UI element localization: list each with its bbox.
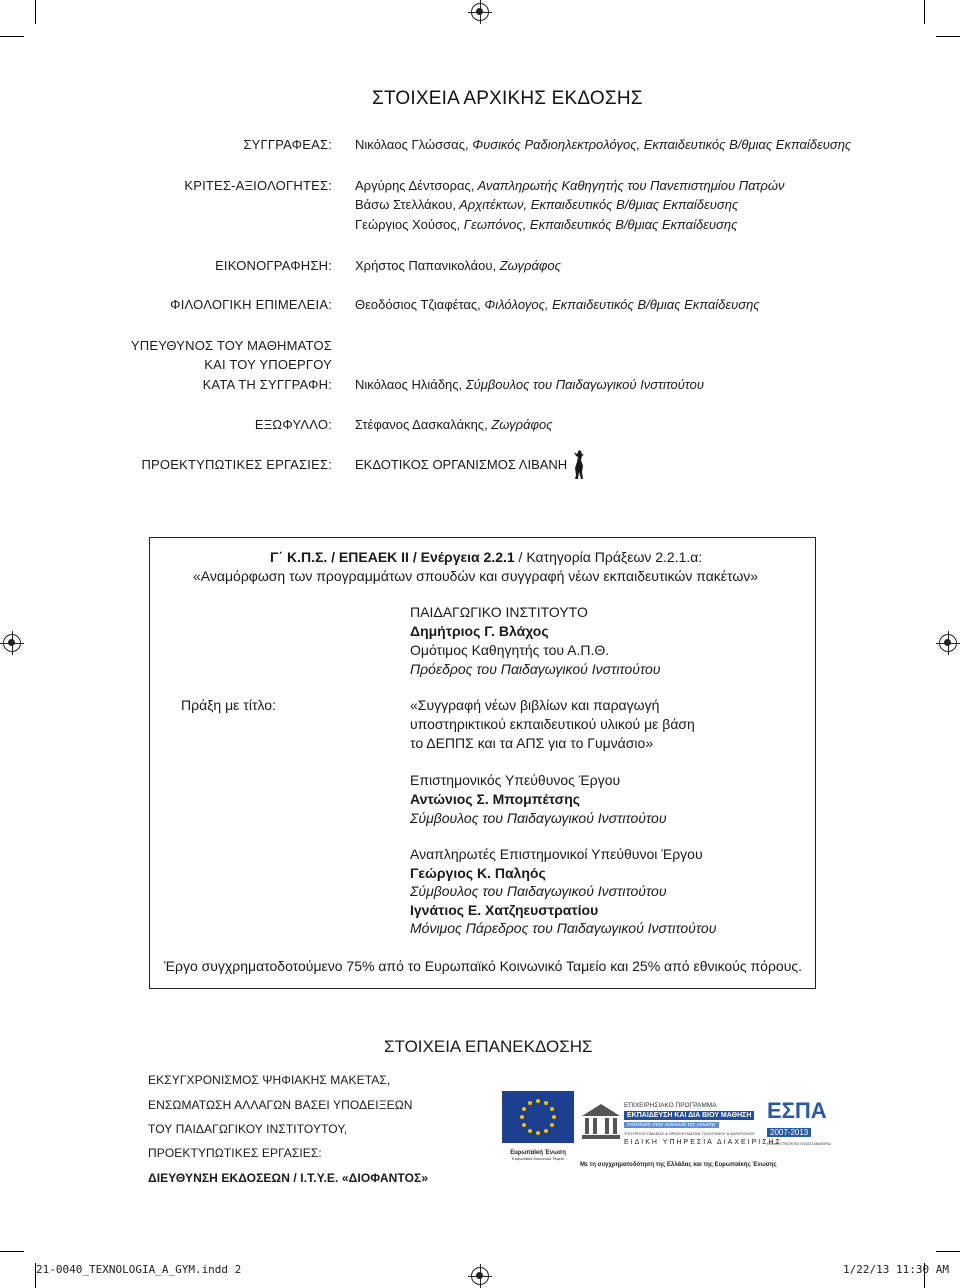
- deputy-role: Μόνιμος Πάρεδρος του Παιδαγωγικού Ινστιτούτου: [410, 920, 717, 936]
- program-title: «Αναμόρφωση των προγραμμάτων σπουδών και συγγραφή νέων εκπαιδευτικών πακέτων»: [193, 568, 759, 584]
- reissue-line: ΤΟΥ ΠΑΙΔΑΓΩΓΙΚΟΥ ΙΝΣΤΙΤΟΥΤΟΥ,: [148, 1122, 348, 1136]
- reissue-line: ΕΚΣΥΓΧΡΟΝΙΣΜΟΣ ΨΗΦΙΑΚΗΣ ΜΑΚΕΤΑΣ,: [148, 1073, 391, 1087]
- scientific-lead-label: Επιστημονικός Υπεύθυνος Έργου: [410, 772, 621, 788]
- credit-value: Χρήστος Παπανικολάου, Ζωγράφος: [355, 258, 561, 273]
- ministry-text: ΕΙΔΙΚΗ ΥΠΗΡΕΣΙΑ ΔΙΑΧΕΙΡΙΣΗΣ: [624, 1139, 782, 1146]
- credit-value: Αργύρης Δέντσορας, Αναπληρωτής Καθηγητής του Πανεπιστημίου Πατρών: [355, 178, 785, 193]
- registration-mark-icon: [471, 3, 489, 21]
- eu-flag-icon: [502, 1091, 574, 1143]
- deputy-name: Ιγνάτιος Ε. Χατζηευστρατίου: [410, 902, 599, 918]
- file-slug: 21-0040_TEXNOLOGIA_A_GYM.indd 2: [36, 1263, 242, 1276]
- building-icon: [580, 1102, 622, 1140]
- registration-mark-icon: [471, 1267, 489, 1285]
- credit-label: ΕΙΚΟΝΟΓΡΑΦΗΣΗ:: [215, 258, 332, 273]
- epeaek-text: επένδυση στην κοινωνία της γνώσης: [624, 1122, 719, 1128]
- epeaek-text: ΕΚΠΑΙΔΕΥΣΗ ΚΑΙ ΔΙΑ ΒΙΟΥ ΜΑΘΗΣΗ: [624, 1111, 754, 1120]
- credit-label: ΕΞΩΦΥΛΛΟ:: [254, 417, 332, 432]
- program-line: Γ΄ Κ.Π.Σ. / ΕΠΕΑΕΚ ΙΙ / Ενέργεια 2.2.1 / Κατηγορία Πράξεων 2.2.1.α:: [270, 549, 703, 565]
- credit-label: ΚΑΙ ΤΟΥ ΥΠΟΕΡΓΟΥ: [204, 357, 332, 372]
- crop-mark: [35, 0, 36, 24]
- credit-label: ΣΥΓΓΡΑΦΕΑΣ:: [243, 137, 332, 152]
- president-title: Ομότιμος Καθηγητής του Α.Π.Θ.: [410, 642, 610, 658]
- credit-value: Νικόλαος Γλώσσας, Φυσικός Ραδιοηλεκτρολόγος, Εκπαιδευτικός Β/θμιας Εκπαίδευσης: [355, 137, 852, 152]
- credit-value: Νικόλαος Ηλιάδης, Σύμβουλος του Παιδαγωγικού Ινστιτούτου: [355, 377, 704, 392]
- reissue-line: ΠΡΟΕΚΤΥΠΩΤΙΚΕΣ ΕΡΓΑΣΙΕΣ:: [148, 1146, 322, 1160]
- project-title: το ΔΕΠΠΣ και τα ΑΠΣ για το Γυμνάσιο»: [410, 735, 654, 751]
- crop-mark: [0, 36, 24, 37]
- credit-label: ΦΙΛΟΛΟΓΙΚΗ ΕΠΙΜΕΛΕΙΑ:: [170, 297, 332, 312]
- president-name: Δημήτριος Γ. Βλάχος: [410, 623, 549, 639]
- deputy-label: Αναπληρωτές Επιστημονικοί Υπεύθυνοι Έργου: [410, 846, 703, 862]
- eu-logo: [502, 1091, 574, 1161]
- scientific-lead-name: Αντώνιος Σ. Μπομπέτσης: [410, 791, 581, 807]
- deputy-role: Σύμβουλος του Παιδαγωγικού Ινστιτούτου: [410, 883, 667, 899]
- deer-logo-icon: [570, 448, 588, 480]
- crop-mark: [0, 1251, 24, 1252]
- funding-note: Έργο συγχρηματοδοτούμενο 75% από το Ευρωπαϊκό Κοινωνικό Ταμείο και 25% από εθνικούς πόρους.: [164, 958, 802, 974]
- project-title: «Συγγραφή νέων βιβλίων και παραγωγή: [410, 697, 660, 713]
- espa-wordmark: ΕΣΠΑ: [767, 1098, 827, 1123]
- praxi-label: Πράξη με τίτλο:: [181, 697, 276, 713]
- president-title: Πρόεδρος του Παιδαγωγικού Ινστιτούτου: [410, 661, 661, 677]
- institute-name: ΠΑΙΔΑΓΩΓΙΚΟ ΙΝΣΤΙΤΟΥΤΟ: [410, 604, 588, 620]
- deputy-name: Γεώργιος Κ. Παληός: [410, 865, 546, 881]
- crop-mark: [924, 0, 925, 24]
- credit-value: Στέφανος Δασκαλάκης, Ζωγράφος: [355, 417, 553, 432]
- reissue-line: ΔΙΕΥΘΥΝΣΗ ΕΚΔΟΣΕΩΝ / Ι.Τ.Υ.Ε. «ΔΙΟΦΑΝΤΟΣ»: [148, 1171, 429, 1185]
- credit-label: ΥΠΕΥΘΥΝΟΣ ΤΟΥ ΜΑΘΗΜΑΤΟΣ: [130, 338, 332, 353]
- credit-value: ΕΚΔΟΤΙΚΟΣ ΟΡΓΑΝΙΣΜΟΣ ΛΙΒΑΝΗ: [355, 457, 568, 472]
- reissue-heading: ΣΤΟΙΧΕΙΑ ΕΠΑΝΕΚΔΟΣΗΣ: [384, 1037, 593, 1056]
- registration-mark-icon: [3, 634, 21, 652]
- epeaek-text: ΕΠΙΧΕΙΡΗΣΙΑΚΟ ΠΡΟΓΡΑΜΜΑ: [624, 1102, 717, 1109]
- credit-value: Θεοδόσιος Τζιαφέτας, Φιλόλογος, Εκπαιδευτικός Β/θμιας Εκπαίδευσης: [355, 297, 760, 312]
- page-title: ΣΤΟΙΧΕΙΑ ΑΡΧΙΚΗΣ ΕΚΔΟΣΗΣ: [372, 88, 643, 109]
- credit-label: ΠΡΟΕΚΤΥΠΩΤΙΚΕΣ ΕΡΓΑΣΙΕΣ:: [141, 457, 332, 472]
- scientific-lead-role: Σύμβουλος του Παιδαγωγικού Ινστιτούτου: [410, 810, 667, 826]
- crop-mark: [936, 1251, 960, 1252]
- ministry-text: ΥΠΟΥΡΓΕΙΟ ΠΑΙΔΕΙΑΣ & ΘΡΗΣΚΕΥΜΑΤΩΝ, ΠΟΛΙΤΙΣΜΟΥ & ΑΘΛΗΤΙΣΜΟΥ: [624, 1132, 756, 1136]
- project-title: υποστηρικτικού εκπαιδευτικού υλικού με βάση: [410, 716, 695, 732]
- file-date: 1/22/13 11:30 AM: [843, 1263, 949, 1276]
- espa-sub: ΕΘΝΙΚΟ ΣΤΡΑΤΗΓΙΚΟ ΠΛΑΙΣΙΟ ΑΝΑΦΟΡΑΣ: [767, 1142, 832, 1146]
- credit-label: ΚΑΤΑ ΤΗ ΣΥΓΓΡΑΦΗ:: [202, 377, 332, 392]
- credit-label: ΚΡΙΤΕΣ-ΑΞΙΟΛΟΓΗΤΕΣ:: [184, 178, 332, 193]
- cofund-note: Με τη συγχρηματοδότηση της Ελλάδας και της Ευρωπαϊκής Ένωσης: [580, 1162, 777, 1168]
- epeaek-logo: [580, 1100, 782, 1160]
- eu-caption: Ευρωπαϊκή Ένωση: [510, 1150, 566, 1156]
- registration-mark-icon: [939, 634, 957, 652]
- crop-mark: [936, 36, 960, 37]
- eu-caption: Ευρωπαϊκό Κοινωνικό Ταμείο: [512, 1156, 564, 1161]
- espa-logo: [767, 1100, 847, 1152]
- credit-value: Γεώργιος Χούσος, Γεωπόνος, Εκπαιδευτικός Β/θμιας Εκπαίδευσης: [355, 217, 738, 232]
- credit-value: Βάσω Στελλάκου, Αρχιτέκτων, Εκπαιδευτικός Β/θμιας Εκπαίδευσης: [355, 197, 739, 212]
- espa-years: 2007-2013: [767, 1128, 811, 1137]
- reissue-line: ΕΝΣΩΜΑΤΩΣΗ ΑΛΛΑΓΩΝ ΒΑΣΕΙ ΥΠΟΔΕΙΞΕΩΝ: [148, 1098, 413, 1112]
